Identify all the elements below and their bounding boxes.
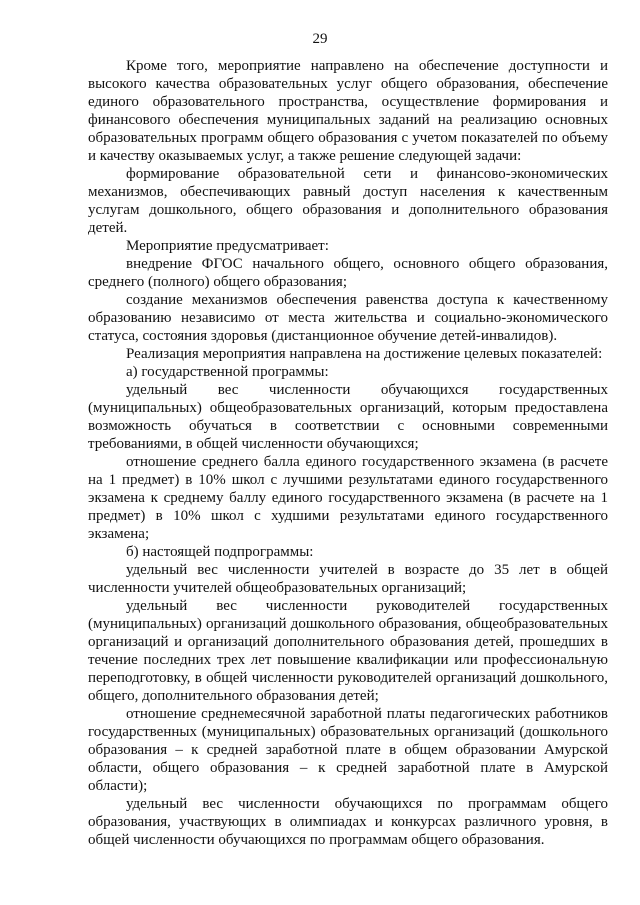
document-body <box>88 57 608 849</box>
paragraph-indicator-salary: отношение среднемесячной заработной платы педагогических работников государственных (муниципальных) образовательных организаций (дошкольного образования – к средней заработной плате в общем образовании Амурской области, общего образования – к средней заработной плате в Амурской области); <box>88 706 608 794</box>
paragraph-indicator-olympiads: удельный вес численности обучающихся по программам общего образования, участвующих в олимпиадах и конкурсах различного уровня, в общей численности обучающихся по программам общего образования. <box>88 796 608 848</box>
paragraph-state-program: а) государственной программы: <box>126 364 329 380</box>
paragraph-fgos: внедрение ФГОС начального общего, основного общего образования, среднего (полного) общего образования; <box>88 256 608 290</box>
page-number: 29 <box>312 31 328 47</box>
paragraph-indicator-teachers: удельный вес численности учителей в возрасте до 35 лет в общей численности учителей общеобразовательных организаций; <box>88 562 608 596</box>
paragraph-indicator-students: удельный вес численности обучающихся государственных (муниципальных) общеобразовательных организаций, которым предоставлена возможность обучаться в соответствии с основными современными требованиями, в общей численности обучающихся; <box>88 382 608 452</box>
paragraph-indicator-managers: удельный вес численности руководителей государственных (муниципальных) организаций дошкольного образования, общеобразовательных организаций и организаций дополнительного образования детей, прошедших в течение последних трех лет повышение квалификации или профессиональную переподготовку, в общей численности руководителей организаций дошкольного, общего, дополнительного образования детей; <box>88 598 608 704</box>
paragraph-measure-heading: Мероприятие предусматривает: <box>126 238 329 254</box>
paragraph-indicator-exam: отношение среднего балла единого государственного экзамена (в расчете на 1 предмет) в 10% школ с лучшими результатами единого государственного экзамена к среднему баллу единого государственного экзамена (в расчете на 1 предмет) в 10% школ с худшими результатами единого государственного экзамена; <box>88 454 608 542</box>
paragraph-targets-heading: Реализация мероприятия направлена на достижение целевых показателей: <box>126 346 603 362</box>
paragraph-equal-access: создание механизмов обеспечения равенства доступа к качественному образованию независимо от места жительства и социально-экономического статуса, состояния здоровья (дистанционное обучение детей-инвалидов). <box>88 292 608 344</box>
paragraph-intro: Кроме того, мероприятие направлено на обеспечение доступности и высокого качества образовательных услуг общего образования, обеспечение единого образовательного пространства, осуществление формирования и финансового обеспечения муниципальных заданий на реализацию основных образовательных программ общего образования с учетом показателей по объему и качеству оказываемых услуг, а также решение следующей задачи: <box>88 58 608 164</box>
paragraph-subprogram: б) настоящей подпрограммы: <box>126 544 314 560</box>
paragraph-task: формирование образовательной сети и финансово-экономических механизмов, обеспечивающих равный доступ населения к качественным услугам дошкольного, общего образования и дополнительного образования детей. <box>88 166 608 236</box>
